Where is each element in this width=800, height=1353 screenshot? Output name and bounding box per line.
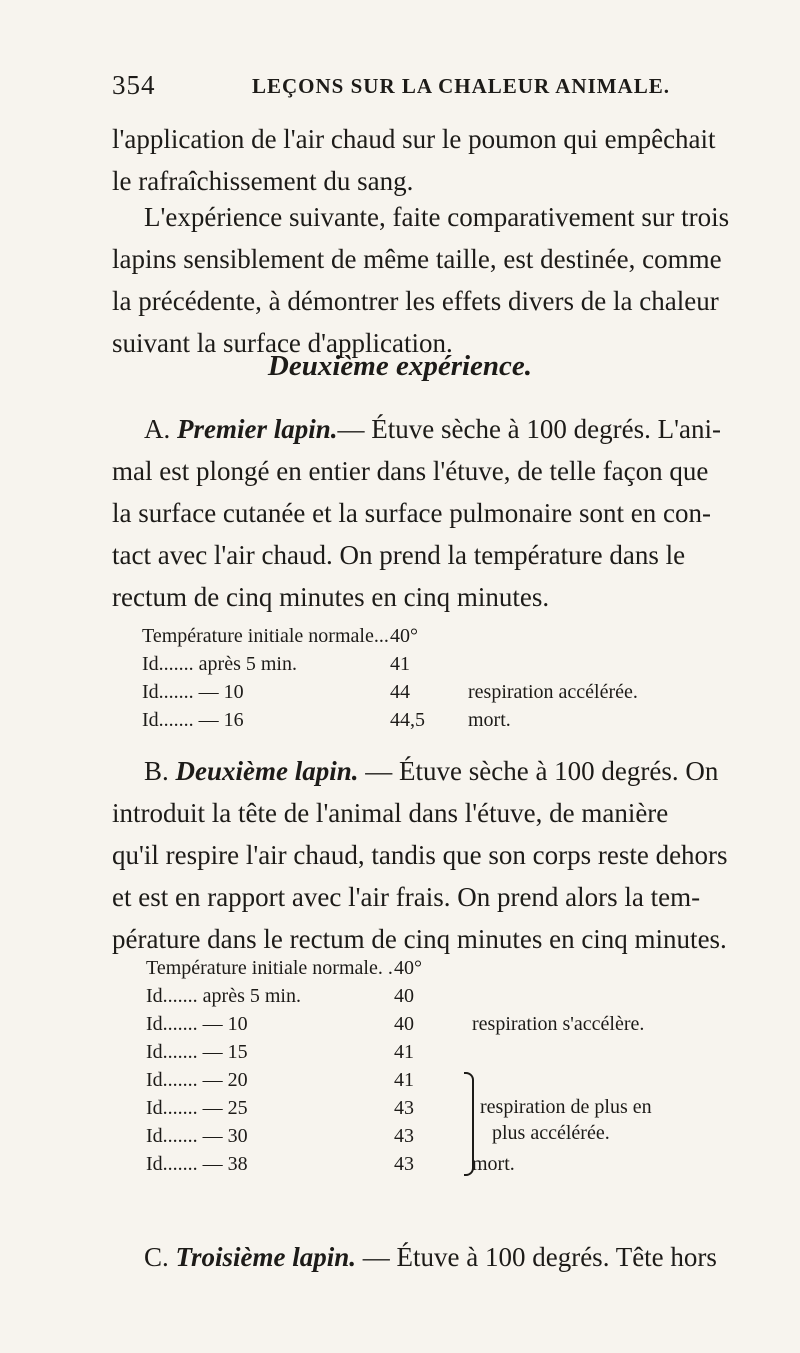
page-number: 354 — [112, 70, 156, 100]
row-value: 41 — [394, 1068, 414, 1091]
part-prefix: C. — [144, 1242, 169, 1272]
text-line-first — [112, 750, 719, 792]
paragraph-part-b — [112, 750, 728, 960]
row-note: mort. — [468, 708, 511, 731]
table-row — [142, 678, 638, 706]
row-value: 40 — [394, 984, 414, 1007]
text-line: pérature dans le rectum de cinq minutes en cinq minutes. — [112, 924, 727, 954]
part-prefix: A. — [144, 414, 171, 444]
text-line: tact avec l'air chaud. On prend la température dans le — [112, 540, 686, 570]
row-note — [472, 1066, 644, 1094]
row-value: 41 — [390, 652, 410, 675]
row-note: respiration s'accélère. — [472, 1012, 645, 1035]
row-label: Id....... — 15 — [146, 1040, 248, 1063]
row-value: 43 — [394, 1152, 414, 1175]
row-note: respiration accélérée. — [468, 680, 638, 703]
table-row — [142, 650, 638, 678]
part-label: Deuxième lapin. — [175, 756, 359, 786]
row-value: 44 — [390, 680, 410, 703]
text-line: lapins sensiblement de même taille, est destinée, comme — [112, 244, 722, 274]
row-note — [468, 650, 638, 678]
text-line: l'application de l'air chaud sur le poumon qui empêchait — [112, 124, 716, 154]
part-first-line-rest: — Étuve sèche à 100 degrés. On — [365, 756, 719, 786]
table-row — [146, 954, 644, 982]
text-line: L'expérience suivante, faite comparativement sur trois — [144, 202, 730, 232]
row-label: Température initiale normale... — [142, 624, 389, 647]
paragraph-part-a — [112, 408, 721, 618]
part-prefix: B. — [144, 756, 169, 786]
text-line: le rafraîchissement du sang. — [112, 166, 414, 196]
text-line: mal est plongé en entier dans l'étuve, de telle façon que — [112, 456, 709, 486]
row-value: 43 — [394, 1096, 414, 1119]
part-label: Premier lapin. — [177, 414, 338, 444]
text-line-first — [112, 408, 721, 450]
row-note — [472, 982, 644, 1010]
brace-note-line: plus accélérée. — [492, 1122, 610, 1144]
text-line: rectum de cinq minutes en cinq minutes. — [112, 582, 550, 612]
text-line-first — [112, 1236, 792, 1278]
section-title: Deuxième expérience. — [267, 350, 533, 382]
grouping-brace — [464, 1072, 474, 1176]
table-row — [142, 622, 638, 650]
text-line: la surface cutanée et la surface pulmonaire sont en con- — [112, 498, 711, 528]
row-label: Id....... — 30 — [146, 1124, 248, 1147]
row-label: Id....... — 20 — [146, 1068, 248, 1091]
paragraph-part-c — [112, 1236, 792, 1278]
temperature-table-a — [142, 622, 638, 734]
text-line: et est en rapport avec l'air frais. On prend alors la tem- — [112, 882, 701, 912]
row-value: 43 — [394, 1124, 414, 1147]
row-value: 40° — [394, 956, 422, 979]
intro-paragraph — [112, 118, 716, 202]
brace-note — [480, 1094, 652, 1146]
row-label: Température initiale normale. . — [146, 956, 393, 979]
row-label: Id....... — 16 — [142, 708, 244, 731]
row-value: 41 — [394, 1040, 414, 1063]
paragraph-intro-experiment — [112, 196, 730, 364]
row-note — [472, 1038, 644, 1066]
text-line: suivant la surface d'application. — [112, 328, 453, 358]
row-value: 40 — [394, 1012, 414, 1035]
page-header — [112, 70, 672, 106]
table-row — [142, 706, 638, 734]
row-label: Id....... — 10 — [146, 1012, 248, 1035]
text-line: qu'il respire l'air chaud, tandis que son corps reste dehors — [112, 840, 728, 870]
table-row — [146, 1066, 644, 1094]
running-head: LEÇONS SUR LA CHALEUR ANIMALE. — [252, 74, 670, 98]
brace-note-line: respiration de plus en — [480, 1096, 652, 1118]
table-row — [146, 982, 644, 1010]
row-label: Id....... après 5 min. — [146, 984, 301, 1007]
text-line: introduit la tête de l'animal dans l'étuve, de manière — [112, 798, 669, 828]
part-first-line-rest: — Étuve à 100 degrés. Tête hors — [362, 1242, 717, 1272]
part-first-line-rest: — Étuve sèche à 100 degrés. L'ani- — [337, 414, 721, 444]
row-note — [472, 954, 644, 982]
row-note: mort. — [472, 1152, 515, 1175]
table-row — [146, 1010, 644, 1038]
row-note — [468, 622, 638, 650]
row-label: Id....... — 38 — [146, 1152, 248, 1175]
table-row — [146, 1038, 644, 1066]
row-value: 44,5 — [390, 708, 425, 731]
row-label: Id....... — 10 — [142, 680, 244, 703]
row-label: Id....... — 25 — [146, 1096, 248, 1119]
text-line: la précédente, à démontrer les effets divers de la chaleur — [112, 286, 719, 316]
part-label: Troisième lapin. — [175, 1242, 357, 1272]
row-label: Id....... après 5 min. — [142, 652, 297, 675]
table-row — [146, 1150, 644, 1178]
row-value: 40° — [390, 624, 418, 647]
